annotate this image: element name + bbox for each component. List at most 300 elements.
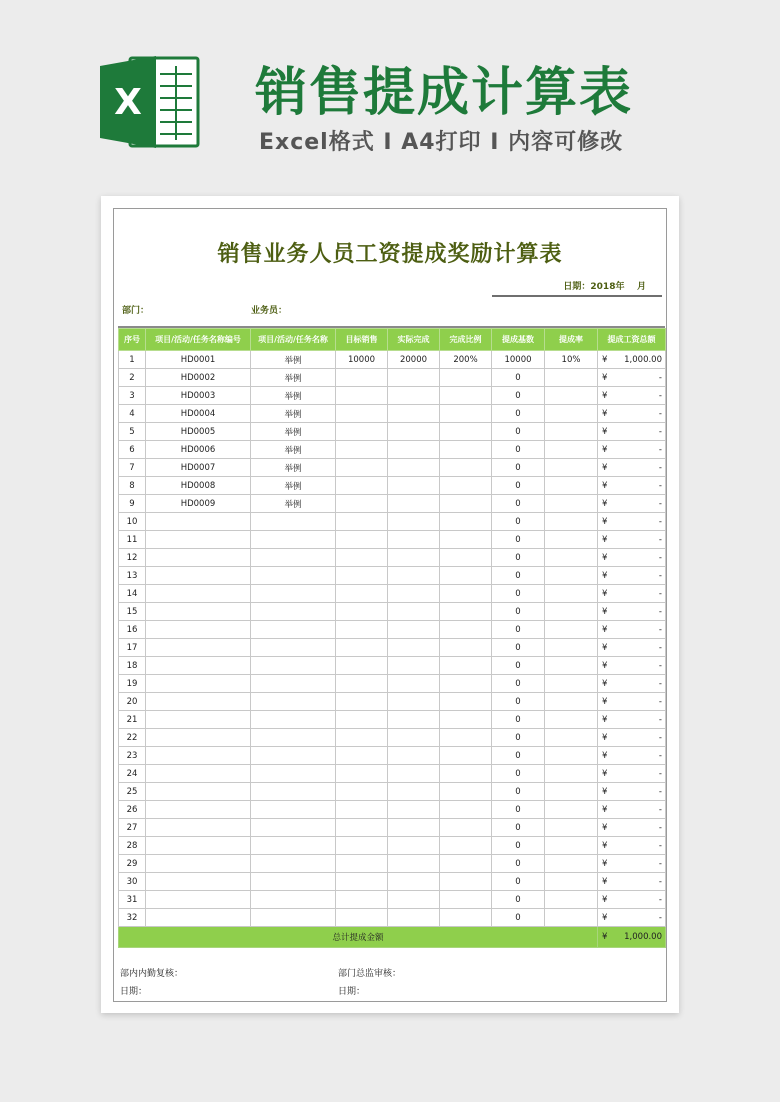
cell-rate[interactable] [545,657,598,675]
cell-rate[interactable] [545,513,598,531]
cell-base[interactable]: 0 [492,801,545,819]
table-row [119,639,666,657]
cell-name[interactable] [251,711,336,729]
cell-no[interactable]: 10 [119,513,146,531]
cell-rate[interactable] [545,909,598,927]
cell-code[interactable] [146,729,251,747]
cell-amount[interactable] [598,783,666,801]
cell-rate[interactable] [545,783,598,801]
cell-target[interactable] [336,585,388,603]
cell-amount[interactable] [598,423,666,441]
cell-rate[interactable] [545,495,598,513]
cell-amount[interactable] [598,819,666,837]
cell-name[interactable]: 举例 [251,495,336,513]
cell-base[interactable]: 0 [492,819,545,837]
cell-amount[interactable] [598,891,666,909]
cell-ratio[interactable] [440,783,492,801]
cell-no[interactable]: 14 [119,585,146,603]
cell-base[interactable]: 0 [492,567,545,585]
cell-rate[interactable] [545,675,598,693]
cell-base[interactable]: 0 [492,873,545,891]
cell-ratio[interactable] [440,693,492,711]
cell-amount[interactable] [598,477,666,495]
cell-base[interactable]: 0 [492,369,545,387]
cell-target[interactable] [336,657,388,675]
total-amount-cell[interactable] [598,927,666,948]
cell-target[interactable] [336,765,388,783]
cell-rate[interactable] [545,621,598,639]
cell-base[interactable]: 0 [492,459,545,477]
cell-code[interactable] [146,621,251,639]
cell-rate[interactable] [545,873,598,891]
cell-amount[interactable] [598,873,666,891]
cell-rate[interactable] [545,711,598,729]
cell-target[interactable] [336,441,388,459]
cell-amount[interactable] [598,639,666,657]
cell-name[interactable]: 举例 [251,441,336,459]
cell-base[interactable]: 0 [492,549,545,567]
cell-no[interactable]: 8 [119,477,146,495]
cell-ratio[interactable] [440,387,492,405]
cell-actual[interactable] [388,675,440,693]
cell-amount[interactable] [598,729,666,747]
salesperson-label: 业务员： [251,306,288,316]
cell-name[interactable] [251,585,336,603]
cell-base[interactable]: 0 [492,423,545,441]
cell-code[interactable] [146,765,251,783]
cell-code[interactable] [146,873,251,891]
cell-rate[interactable] [545,837,598,855]
cell-rate[interactable] [545,441,598,459]
cell-code[interactable] [146,891,251,909]
cell-target[interactable] [336,423,388,441]
cell-ratio[interactable] [440,423,492,441]
cell-no[interactable]: 15 [119,603,146,621]
cell-ratio[interactable]: 200% [440,351,492,369]
cell-base[interactable]: 0 [492,639,545,657]
cell-ratio[interactable] [440,477,492,495]
cell-no[interactable]: 32 [119,909,146,927]
cell-name[interactable] [251,675,336,693]
cell-no[interactable]: 29 [119,855,146,873]
cell-actual[interactable] [388,531,440,549]
cell-actual[interactable] [388,387,440,405]
cell-actual[interactable] [388,459,440,477]
cell-base[interactable]: 0 [492,837,545,855]
cell-target[interactable] [336,405,388,423]
cell-rate[interactable] [545,765,598,783]
cell-base[interactable]: 0 [492,495,545,513]
cell-no[interactable]: 2 [119,369,146,387]
cell-base[interactable]: 0 [492,765,545,783]
cell-name[interactable]: 举例 [251,459,336,477]
cell-code[interactable]: HD0004 [146,405,251,423]
cell-target[interactable] [336,783,388,801]
cell-ratio[interactable] [440,891,492,909]
cell-amount[interactable] [598,855,666,873]
cell-no[interactable]: 11 [119,531,146,549]
cell-target[interactable] [336,549,388,567]
cell-base[interactable]: 0 [492,693,545,711]
cell-code[interactable] [146,585,251,603]
cell-ratio[interactable] [440,729,492,747]
cell-target[interactable] [336,531,388,549]
cell-actual[interactable] [388,621,440,639]
cell-name[interactable]: 举例 [251,387,336,405]
cell-rate[interactable] [545,891,598,909]
cell-actual[interactable] [388,585,440,603]
amount-value: - [658,876,662,887]
cell-amount[interactable] [598,657,666,675]
cell-base[interactable]: 0 [492,891,545,909]
cell-name[interactable] [251,513,336,531]
cell-target[interactable] [336,801,388,819]
cell-actual[interactable] [388,837,440,855]
cell-name[interactable] [251,819,336,837]
cell-name[interactable]: 举例 [251,351,336,369]
cell-rate[interactable]: 10% [545,351,598,369]
cell-amount[interactable] [598,765,666,783]
cell-rate[interactable] [545,639,598,657]
cell-target[interactable] [336,837,388,855]
cell-ratio[interactable] [440,513,492,531]
cell-code[interactable] [146,513,251,531]
cell-actual[interactable] [388,477,440,495]
cell-base[interactable]: 0 [492,747,545,765]
total-label[interactable]: 总计提成金额 [119,927,598,948]
cell-rate[interactable] [545,459,598,477]
cell-actual[interactable] [388,405,440,423]
cell-rate[interactable] [545,585,598,603]
cell-no[interactable]: 25 [119,783,146,801]
cell-target[interactable] [336,567,388,585]
cell-amount[interactable] [598,747,666,765]
cell-no[interactable]: 20 [119,693,146,711]
cell-no[interactable]: 12 [119,549,146,567]
cell-name[interactable] [251,729,336,747]
cell-rate[interactable] [545,369,598,387]
cell-actual[interactable] [388,855,440,873]
cell-no[interactable]: 9 [119,495,146,513]
currency-symbol: ¥ [602,390,608,401]
cell-name[interactable] [251,567,336,585]
cell-amount[interactable] [598,405,666,423]
cell-amount[interactable] [598,369,666,387]
cell-ratio[interactable] [440,855,492,873]
cell-code[interactable]: HD0009 [146,495,251,513]
cell-ratio[interactable] [440,819,492,837]
cell-ratio[interactable] [440,441,492,459]
cell-no[interactable]: 31 [119,891,146,909]
cell-actual[interactable] [388,369,440,387]
cell-amount[interactable] [598,711,666,729]
cell-amount[interactable] [598,513,666,531]
cell-base[interactable]: 0 [492,855,545,873]
cell-amount[interactable] [598,909,666,927]
cell-ratio[interactable] [440,585,492,603]
cell-code[interactable] [146,801,251,819]
cell-name[interactable] [251,837,336,855]
cell-name[interactable] [251,765,336,783]
cell-code[interactable]: HD0005 [146,423,251,441]
cell-ratio[interactable] [440,405,492,423]
cell-rate[interactable] [545,801,598,819]
cell-ratio[interactable] [440,711,492,729]
cell-code[interactable] [146,675,251,693]
cell-actual[interactable] [388,693,440,711]
col-header-ratio: 完成比例 [440,329,492,351]
cell-target[interactable] [336,729,388,747]
cell-ratio[interactable] [440,801,492,819]
cell-actual[interactable] [388,801,440,819]
cell-no[interactable]: 19 [119,675,146,693]
cell-actual[interactable] [388,639,440,657]
cell-no[interactable]: 4 [119,405,146,423]
cell-no[interactable]: 28 [119,837,146,855]
cell-code[interactable] [146,747,251,765]
cell-target[interactable]: 10000 [336,351,388,369]
cell-target[interactable] [336,855,388,873]
cell-amount[interactable] [598,351,666,369]
cell-base[interactable]: 0 [492,405,545,423]
cell-target[interactable] [336,909,388,927]
cell-code[interactable]: HD0006 [146,441,251,459]
cell-no[interactable]: 17 [119,639,146,657]
cell-base[interactable]: 0 [492,783,545,801]
cell-amount[interactable] [598,603,666,621]
cell-actual[interactable] [388,729,440,747]
cell-no[interactable]: 16 [119,621,146,639]
cell-amount[interactable] [598,531,666,549]
cell-rate[interactable] [545,819,598,837]
cell-rate[interactable] [545,423,598,441]
cell-base[interactable]: 0 [492,729,545,747]
cell-amount[interactable] [598,801,666,819]
cell-name[interactable] [251,621,336,639]
cell-code[interactable]: HD0003 [146,387,251,405]
cell-name[interactable] [251,747,336,765]
cell-actual[interactable] [388,891,440,909]
cell-base[interactable]: 0 [492,387,545,405]
cell-no[interactable]: 27 [119,819,146,837]
cell-code[interactable] [146,531,251,549]
cell-rate[interactable] [545,603,598,621]
cell-name[interactable] [251,657,336,675]
cell-ratio[interactable] [440,765,492,783]
cell-actual[interactable] [388,513,440,531]
cell-ratio[interactable] [440,747,492,765]
cell-base[interactable]: 0 [492,441,545,459]
amount-value: - [658,660,662,671]
cell-actual[interactable] [388,819,440,837]
cell-no[interactable]: 23 [119,747,146,765]
table-row [119,513,666,531]
cell-base[interactable]: 0 [492,621,545,639]
cell-actual[interactable] [388,909,440,927]
cell-base[interactable]: 0 [492,477,545,495]
cell-name[interactable]: 举例 [251,405,336,423]
cell-ratio[interactable] [440,909,492,927]
cell-name[interactable] [251,855,336,873]
cell-actual[interactable] [388,603,440,621]
cell-amount[interactable] [598,675,666,693]
cell-no[interactable]: 22 [119,729,146,747]
cell-code[interactable] [146,837,251,855]
cell-amount[interactable] [598,567,666,585]
cell-rate[interactable] [545,477,598,495]
cell-no[interactable]: 24 [119,765,146,783]
cell-amount[interactable] [598,585,666,603]
cell-code[interactable] [146,639,251,657]
cell-actual[interactable] [388,711,440,729]
cell-target[interactable] [336,873,388,891]
cell-target[interactable] [336,495,388,513]
cell-base[interactable]: 0 [492,675,545,693]
cell-no[interactable]: 6 [119,441,146,459]
cell-actual[interactable] [388,765,440,783]
cell-rate[interactable] [545,531,598,549]
cell-name[interactable] [251,783,336,801]
cell-no[interactable]: 30 [119,873,146,891]
cell-ratio[interactable] [440,837,492,855]
cell-actual[interactable] [388,873,440,891]
cell-actual[interactable] [388,783,440,801]
cell-ratio[interactable] [440,531,492,549]
cell-base[interactable]: 0 [492,909,545,927]
cell-code[interactable] [146,549,251,567]
cell-amount[interactable] [598,459,666,477]
cell-name[interactable] [251,531,336,549]
cell-actual[interactable] [388,495,440,513]
cell-actual[interactable] [388,747,440,765]
cell-target[interactable] [336,639,388,657]
cell-amount[interactable] [598,693,666,711]
cell-base[interactable]: 0 [492,513,545,531]
cell-no[interactable]: 1 [119,351,146,369]
cell-amount[interactable] [598,495,666,513]
cell-target[interactable] [336,819,388,837]
cell-ratio[interactable] [440,675,492,693]
cell-no[interactable]: 7 [119,459,146,477]
cell-amount[interactable] [598,621,666,639]
cell-target[interactable] [336,369,388,387]
cell-code[interactable] [146,567,251,585]
cell-rate[interactable] [545,387,598,405]
cell-target[interactable] [336,675,388,693]
cell-code[interactable] [146,855,251,873]
cell-no[interactable]: 5 [119,423,146,441]
cell-target[interactable] [336,477,388,495]
cell-base[interactable]: 0 [492,585,545,603]
cell-target[interactable] [336,513,388,531]
cell-name[interactable] [251,909,336,927]
cell-base[interactable]: 0 [492,603,545,621]
cell-code[interactable] [146,693,251,711]
cell-name[interactable] [251,801,336,819]
cell-target[interactable] [336,621,388,639]
cell-rate[interactable] [545,729,598,747]
cell-rate[interactable] [545,549,598,567]
cell-actual[interactable] [388,549,440,567]
cell-code[interactable]: HD0002 [146,369,251,387]
table-row [119,477,666,495]
cell-base[interactable]: 10000 [492,351,545,369]
cell-code[interactable] [146,711,251,729]
col-header-actual: 实际完成 [388,329,440,351]
cell-ratio[interactable] [440,369,492,387]
cell-ratio[interactable] [440,639,492,657]
cell-target[interactable] [336,711,388,729]
cell-ratio[interactable] [440,549,492,567]
cell-actual[interactable] [388,441,440,459]
cell-no[interactable]: 26 [119,801,146,819]
cell-target[interactable] [336,387,388,405]
cell-amount[interactable] [598,837,666,855]
cell-name[interactable]: 举例 [251,423,336,441]
cell-base[interactable]: 0 [492,531,545,549]
cell-code[interactable]: HD0008 [146,477,251,495]
cell-ratio[interactable] [440,621,492,639]
cell-ratio[interactable] [440,459,492,477]
cell-rate[interactable] [545,405,598,423]
cell-amount[interactable] [598,387,666,405]
cell-no[interactable]: 21 [119,711,146,729]
cell-actual[interactable] [388,657,440,675]
cell-rate[interactable] [545,567,598,585]
cell-name[interactable] [251,693,336,711]
cell-name[interactable]: 举例 [251,369,336,387]
cell-ratio[interactable] [440,567,492,585]
cell-target[interactable] [336,693,388,711]
cell-name[interactable] [251,891,336,909]
cell-name[interactable] [251,549,336,567]
cell-target[interactable] [336,747,388,765]
cell-name[interactable] [251,639,336,657]
cell-code[interactable] [146,909,251,927]
cell-rate[interactable] [545,693,598,711]
cell-code[interactable]: HD0007 [146,459,251,477]
cell-ratio[interactable] [440,873,492,891]
cell-rate[interactable] [545,855,598,873]
cell-code[interactable] [146,819,251,837]
cell-actual[interactable] [388,423,440,441]
cell-base[interactable]: 0 [492,657,545,675]
cell-amount[interactable] [598,441,666,459]
cell-no[interactable]: 18 [119,657,146,675]
cell-base[interactable]: 0 [492,711,545,729]
amount-value: - [658,498,662,509]
cell-code[interactable]: HD0001 [146,351,251,369]
cell-actual[interactable] [388,567,440,585]
cell-name[interactable]: 举例 [251,477,336,495]
cell-ratio[interactable] [440,603,492,621]
cell-code[interactable] [146,783,251,801]
cell-ratio[interactable] [440,657,492,675]
cell-no[interactable]: 13 [119,567,146,585]
cell-name[interactable] [251,603,336,621]
cell-code[interactable] [146,657,251,675]
cell-rate[interactable] [545,747,598,765]
cell-ratio[interactable] [440,495,492,513]
cell-target[interactable] [336,891,388,909]
cell-name[interactable] [251,873,336,891]
cell-code[interactable] [146,603,251,621]
cell-target[interactable] [336,459,388,477]
cell-no[interactable]: 3 [119,387,146,405]
cell-amount[interactable] [598,549,666,567]
cell-actual[interactable]: 20000 [388,351,440,369]
cell-target[interactable] [336,603,388,621]
